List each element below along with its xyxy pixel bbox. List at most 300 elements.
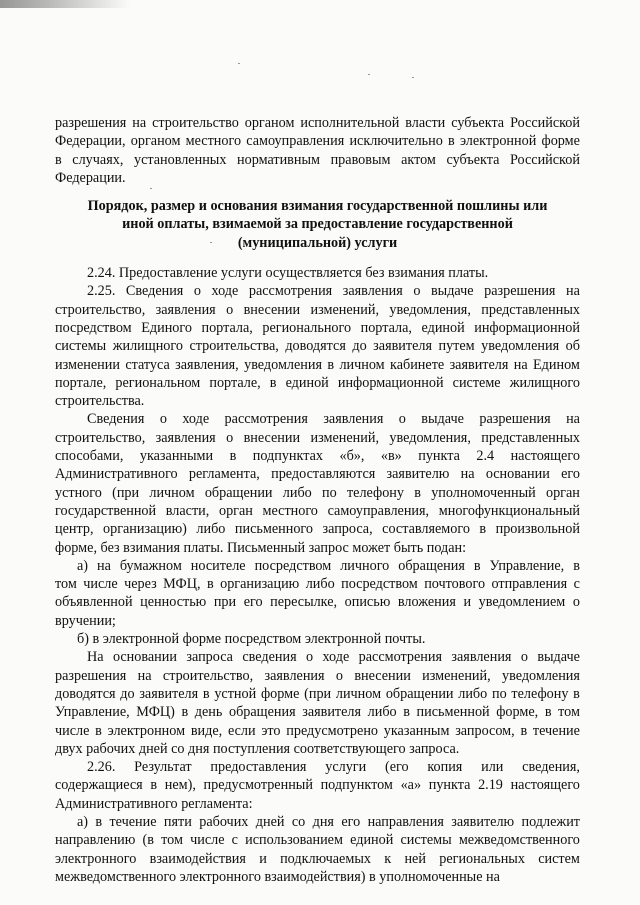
word: о (159, 411, 167, 428)
text-line (55, 722, 580, 740)
word: уведомления, (389, 301, 471, 318)
word: предусмотрено (286, 722, 379, 739)
word: строительство, (162, 667, 254, 684)
text-line (55, 429, 580, 447)
word: если (227, 722, 256, 739)
text-line (55, 169, 580, 187)
word: власти, (165, 502, 210, 519)
word: о (413, 283, 421, 300)
text-line (55, 151, 580, 169)
word: в (544, 704, 552, 721)
word: заявителю (451, 813, 515, 830)
word: (в (142, 832, 154, 849)
line-text: Федерации. (55, 169, 126, 186)
word: до (120, 685, 135, 702)
text-line (55, 132, 580, 150)
word: в (327, 356, 335, 373)
word: портале, (209, 374, 261, 391)
word: форме (260, 685, 300, 702)
word: доводятся (55, 685, 116, 702)
word: ходе (322, 649, 350, 666)
line-text: строительства. (55, 393, 145, 410)
text-line (55, 356, 580, 374)
word: региональном (115, 374, 201, 391)
word: единой (350, 832, 394, 849)
heading-line: Порядок, размер и основания взимания государственной пошлины или (87, 198, 548, 215)
line-text: вручении; (55, 612, 116, 629)
word: обращении (204, 484, 273, 501)
word: уведомления, (389, 429, 471, 446)
word: жилищного (112, 338, 183, 355)
word: субъекта (446, 151, 500, 168)
word: письменной (416, 704, 490, 721)
word: личном (335, 685, 382, 702)
word: указанным (383, 722, 450, 739)
word: МФЦ, (163, 576, 201, 593)
text-line (55, 630, 580, 648)
word: в (573, 557, 580, 574)
word: региональных (439, 850, 525, 867)
word: с (573, 576, 580, 593)
word: почтового (424, 576, 486, 593)
word: предоставляются (271, 466, 376, 483)
word: а) (77, 557, 89, 574)
word: Управление, (489, 557, 565, 574)
word: в (520, 722, 528, 739)
word: о (520, 649, 528, 666)
word: в (269, 374, 277, 391)
word: это (261, 722, 281, 739)
word: подключаемых (280, 850, 371, 867)
text-line (55, 758, 580, 776)
line-text: форме, без взимания платы. Письменный запрос может быть подан: (55, 539, 467, 556)
word: через (124, 576, 157, 593)
line-text: 2.24. Предоставление услуги осуществляется без взимания платы. (87, 265, 489, 282)
heading-line: иной оплаты, взимаемой за предоставление государственной (122, 216, 513, 233)
word: заявления (155, 301, 216, 318)
word: портале, (55, 374, 107, 391)
word: регионального (262, 319, 352, 336)
word: актом (401, 151, 436, 168)
word: государственной (55, 502, 157, 519)
word: либо (458, 685, 488, 702)
text-line (55, 410, 580, 428)
word: о (306, 649, 314, 666)
word: ней (404, 850, 426, 867)
word: электронном (107, 722, 186, 739)
text-line (55, 557, 580, 575)
word: путем (438, 338, 475, 355)
word: Едином (533, 356, 580, 373)
word: сведения, (522, 759, 580, 776)
word: предусмотренный (203, 777, 313, 794)
word: телефону (346, 484, 404, 501)
word: обращения (398, 557, 465, 574)
text-line (55, 593, 580, 611)
word: том (161, 832, 183, 849)
word: использованием (245, 832, 343, 849)
word: на (566, 283, 580, 300)
word: представленных (481, 301, 580, 318)
word: изменении (55, 356, 120, 373)
word: 2.4 (476, 448, 495, 465)
text-line (55, 703, 580, 721)
text-line (55, 850, 580, 868)
scan-speck (238, 63, 240, 64)
word: нем), (164, 777, 196, 794)
word: или (481, 759, 504, 776)
text-line (55, 337, 580, 355)
word: форме, (496, 704, 539, 721)
text-line (55, 539, 580, 557)
word: орган (218, 502, 253, 519)
word: телефону (511, 685, 569, 702)
word: «в» (380, 448, 402, 465)
word: на (97, 557, 111, 574)
word: указанными (139, 448, 214, 465)
word: внесении (243, 301, 301, 318)
word: организацию (220, 576, 300, 593)
word: течение (532, 722, 580, 739)
word: посредством (55, 319, 132, 336)
word: «б», (339, 448, 365, 465)
word: числе (55, 722, 90, 739)
word: со (291, 813, 306, 830)
word: правовым (330, 151, 391, 168)
word: на (460, 466, 475, 483)
word: дней (255, 813, 285, 830)
word: нормативным (237, 151, 320, 168)
word: письменного (234, 521, 313, 538)
word: единой (421, 319, 465, 336)
word: отправления (491, 576, 568, 593)
word: объявленной (55, 594, 133, 611)
word: На (87, 649, 104, 666)
word: по (491, 685, 507, 702)
word: на (137, 667, 152, 684)
word: и (463, 594, 472, 611)
word: о (226, 301, 234, 318)
word: в (229, 448, 237, 465)
word: Управление, (55, 704, 130, 721)
word: выдаче (421, 411, 464, 428)
word: описью (344, 594, 391, 611)
word: предоставления (210, 759, 307, 776)
word: числе (83, 576, 118, 593)
word: (при (112, 484, 140, 501)
word: самоуправления, (327, 502, 430, 519)
word: по (322, 484, 337, 501)
word: уведомления (481, 338, 560, 355)
text-line (55, 831, 580, 849)
word: заявления (323, 411, 384, 428)
word: заявления, (175, 356, 239, 373)
word: ходе (211, 283, 239, 300)
word: исключительно (349, 133, 443, 150)
word: до (352, 338, 367, 355)
text-line (55, 868, 580, 886)
word: посредством (254, 557, 332, 574)
word: строительство (152, 115, 239, 131)
word: Федерации, (55, 133, 126, 150)
scan-smudge (0, 0, 130, 8)
document-body (55, 114, 580, 886)
word: самоуправления (246, 133, 345, 150)
word: уведомления (244, 356, 323, 373)
word: заявителя (139, 685, 199, 702)
word: рассмотрения (248, 283, 333, 300)
word: строительство, (55, 301, 146, 318)
word: бумажном (119, 557, 182, 574)
word: рабочих (199, 813, 249, 830)
word: (его (384, 759, 409, 776)
word: в (403, 704, 410, 721)
text-line (55, 114, 580, 132)
word: о (398, 411, 406, 428)
word: 2.19 (478, 777, 503, 794)
text-line (55, 575, 580, 593)
word: разрешения (55, 667, 127, 684)
text-line (55, 282, 580, 300)
word: строительство, (55, 429, 146, 446)
word: содержащиеся (55, 777, 143, 794)
word: строительства, (189, 338, 279, 355)
text-line (55, 813, 580, 831)
word: обращения (228, 704, 296, 721)
word: о (572, 594, 580, 611)
word: о (193, 283, 201, 300)
word: пересылке, (270, 594, 338, 611)
text-line (55, 795, 580, 813)
text-line (55, 374, 580, 392)
word: устной (214, 685, 257, 702)
word: либо (282, 484, 312, 501)
word: виде, (190, 722, 223, 739)
text-line (55, 740, 580, 758)
word: изменений, (310, 301, 379, 318)
word: внесении (243, 429, 301, 446)
word: портала, (201, 319, 253, 336)
word: либо (196, 521, 226, 538)
word: услуги (325, 759, 367, 776)
word: Сведения (87, 411, 145, 428)
word: заявителю (386, 466, 450, 483)
word: запросом, (455, 722, 515, 739)
text-line (55, 520, 580, 538)
word: рассмотрения (224, 411, 308, 428)
word: сведения (242, 649, 297, 666)
word: случаях, (72, 151, 124, 168)
word: основании (112, 649, 177, 666)
word: органом (130, 133, 181, 150)
word: при (213, 594, 237, 611)
word: рассмотрения (358, 649, 443, 666)
word: устного (55, 484, 102, 501)
word: регламента, (188, 466, 260, 483)
word: его (341, 813, 361, 830)
word: разрешения (484, 283, 556, 300)
text-line (55, 319, 580, 337)
word: многофункциональный (438, 502, 580, 519)
word: заявления (155, 429, 216, 446)
word: Российской (510, 151, 580, 168)
word: Сведения (125, 283, 184, 300)
line-text: межведомственного электронного взаимодействия) в уполномоченные на (55, 868, 500, 885)
word: форме (541, 133, 580, 150)
word: взаимодействия (149, 850, 246, 867)
word: центр, (55, 521, 94, 538)
word: составляемого (382, 521, 470, 538)
text-line (55, 392, 580, 410)
text-line (55, 301, 580, 319)
word: субъекта (451, 115, 505, 131)
word: заявителя (302, 704, 362, 721)
word: жилищного (509, 374, 580, 391)
word: произвольной (495, 521, 580, 538)
word: а) (77, 813, 89, 830)
word: организацию) (103, 521, 187, 538)
word: портала, (360, 319, 412, 336)
word: заявления (451, 649, 512, 666)
word: в (95, 813, 103, 830)
word: (при (304, 685, 332, 702)
word: заявителя (373, 338, 432, 355)
line-text: двух рабочих дней со дня поступления соответствующего запроса. (55, 740, 460, 757)
word: с (231, 832, 238, 849)
word: запроса, (322, 521, 373, 538)
word: разрешения (55, 115, 127, 131)
word: в (55, 151, 62, 168)
word: информационной (337, 374, 444, 391)
word: доводятся (285, 338, 346, 355)
word: системе (452, 374, 501, 391)
text-line (55, 685, 580, 703)
word: уведомления (502, 667, 580, 684)
word: в (95, 722, 102, 739)
word: электронного (55, 850, 137, 867)
scan-speck (368, 74, 370, 75)
word: местного (262, 502, 318, 519)
word: электронной (459, 133, 537, 150)
word: системы (55, 338, 107, 355)
word: в (150, 777, 158, 794)
word: представленных (481, 429, 580, 446)
word: Административного (55, 466, 178, 483)
word: орган (545, 484, 580, 501)
word: внесении (354, 667, 411, 684)
word: пункта (418, 448, 460, 465)
word: власти (405, 115, 446, 131)
word: на (132, 115, 147, 131)
word: и (259, 850, 267, 867)
word: том (55, 576, 77, 593)
word: 2.26. (87, 759, 116, 776)
word: заявителя (449, 356, 509, 373)
word: его (243, 594, 263, 611)
word: «а» (400, 777, 422, 794)
word: в (206, 576, 214, 593)
word: заявления (264, 667, 325, 684)
word: статуса (125, 356, 170, 373)
word: выдаче (537, 649, 580, 666)
word: органом (244, 115, 295, 131)
word: ходе (182, 411, 210, 428)
word: в (473, 557, 481, 574)
word: подпунктах (252, 448, 323, 465)
word: изменений, (310, 429, 379, 446)
text-line (55, 648, 580, 666)
word: разрешения (479, 411, 551, 428)
word: подлежит (521, 813, 580, 830)
word: запроса (186, 649, 233, 666)
word: на (566, 411, 580, 428)
word: ценностью (140, 594, 207, 611)
word: обращении (385, 685, 454, 702)
word: Единого (141, 319, 192, 336)
word: об (565, 338, 580, 355)
word: изменений, (422, 667, 491, 684)
text-line (55, 484, 580, 502)
word: том (558, 704, 580, 721)
heading-line: (муниципальной) услуги (237, 234, 398, 251)
word: межведомственного (458, 832, 580, 849)
text-line (55, 264, 580, 282)
word: кабинете (390, 356, 445, 373)
word: личном (339, 356, 385, 373)
text-line (55, 667, 580, 685)
word: его (561, 466, 580, 483)
word: в (202, 685, 210, 702)
word: либо (367, 704, 397, 721)
word: исполнительной (300, 115, 400, 131)
word: в (448, 133, 455, 150)
word: к (384, 850, 392, 867)
word: вложения (397, 594, 456, 611)
word: течение (109, 813, 157, 830)
word: день (194, 704, 223, 721)
scan-speck (412, 77, 414, 78)
word: системы (400, 832, 452, 849)
text-line (55, 447, 580, 465)
text-line (55, 502, 580, 520)
word: в (414, 484, 421, 501)
word: в (573, 685, 580, 702)
word: выдаче (430, 283, 474, 300)
word: направления (367, 813, 444, 830)
word: дня (312, 813, 334, 830)
text-line (55, 465, 580, 483)
section-heading (55, 197, 580, 252)
word: в (479, 521, 487, 538)
word: личного (340, 557, 390, 574)
word: на (513, 356, 528, 373)
word: Результат (134, 759, 192, 776)
word: 2.25. (87, 283, 116, 300)
word: личном (149, 484, 195, 501)
line-text: Административного регламента: (55, 795, 253, 812)
word: либо (305, 576, 335, 593)
word: основании (485, 466, 550, 483)
word: местного (185, 133, 242, 150)
word: Российской (510, 115, 580, 131)
word: носителе (190, 557, 246, 574)
word: направлению (55, 832, 136, 849)
word: единой (285, 374, 329, 391)
word: способами, (55, 448, 124, 465)
word: пункта (428, 777, 471, 794)
word: о (335, 667, 343, 684)
word: подпунктом (320, 777, 393, 794)
